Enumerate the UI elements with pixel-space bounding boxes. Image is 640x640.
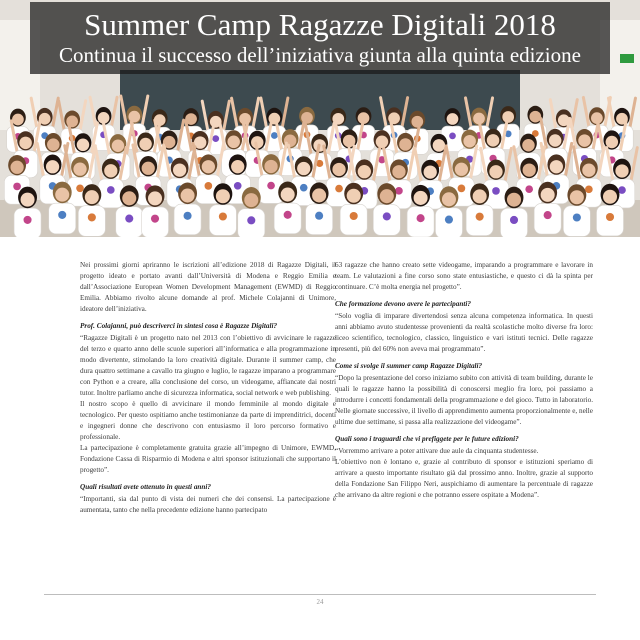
face — [447, 113, 459, 125]
interview-question: Quali risultati avete ottenuto in questi anni? — [80, 483, 211, 491]
shirt-logo — [24, 216, 32, 224]
article-paragraph: La partecipazione è completamente gratuita grazie all’impegno di Unimore, EWMD, Fondazione Cassa di Risparmio di Modena e altri sponsor istituzionali che supportano il progetto”. — [80, 444, 336, 474]
shirt-logo — [219, 212, 227, 220]
face — [603, 190, 617, 204]
article-column-left — [80, 260, 336, 521]
face — [570, 190, 584, 204]
face — [227, 136, 239, 148]
face — [541, 188, 555, 202]
face — [181, 189, 195, 203]
face — [507, 193, 521, 207]
shirt-logo — [525, 185, 533, 193]
shirt-logo — [13, 183, 21, 191]
shirt-logo — [315, 212, 323, 220]
shirt-logo — [383, 212, 391, 220]
footer-divider — [44, 594, 596, 595]
shirt-logo — [184, 212, 192, 220]
shirt-logo — [476, 213, 484, 221]
shirt-logo — [58, 211, 66, 219]
interview-question: Quali sono i traguardi che vi prefiggete per le future edizioni? — [335, 435, 519, 443]
face — [487, 134, 499, 146]
face — [414, 191, 428, 205]
interview-question: Che formazione devono avere le partecipanti? — [335, 300, 471, 308]
shirt-logo — [271, 132, 278, 139]
face — [442, 192, 456, 206]
shirt-logo — [212, 135, 219, 142]
face — [578, 134, 590, 146]
face — [216, 189, 230, 203]
face — [148, 191, 162, 205]
face — [549, 134, 561, 146]
shirt-logo — [88, 213, 96, 221]
face — [244, 193, 258, 207]
face — [47, 138, 59, 150]
article-paragraph: Nei prossimi giorni apriranno le iscrizioni all’edizione 2018 di Ragazze Digitali, il progetto ideato e portato avanti dall’Università di Modena e Reggio Emilia e dall’Associazione European Women Development Management (EWMD) di Reggio Emilia. Abbiamo rivolto alcune domande al prof. Michele Colajanni di Unimore, ideatore dell’iniziativa. — [80, 261, 336, 313]
face — [424, 165, 437, 178]
shirt-logo — [585, 185, 593, 193]
article-paragraph: “Dopo la presentazione del corso iniziamo subito con attività di team building, durante le quali le ragazze hanno la possibilità di conoscersi meglio fra loro, poi passiamo a introdurre i concetti fondamentali della programmazione e del gioco. Tutto in laboratorio. Nelle giornate successive, il livello di apprendimento aumenta proporzionalmente e, nelle ultime due settimane, si passa alla realizzazione del videogame”. — [335, 374, 593, 426]
shirt-logo — [573, 213, 581, 221]
shirt-logo — [335, 185, 343, 193]
face — [142, 162, 155, 175]
face — [112, 140, 124, 152]
face — [10, 161, 23, 174]
face — [615, 164, 628, 177]
shirt-logo — [300, 184, 308, 192]
face — [347, 189, 361, 203]
face — [399, 138, 411, 150]
shirt-logo — [247, 216, 255, 224]
face — [523, 163, 536, 176]
article-paragraph: Il nostro scopo è quello di avvicinare il mondo femminile al mondo digitale e tecnologico. Per questo ospitiamo anche testimonianze da parte di imprenditrici, docenti e ingegneri donne che descrivono con entusiasmo il loro percorso formativo e professionale. — [80, 400, 336, 441]
face — [104, 164, 117, 177]
page-subtitle: Continua il successo dell’iniziativa giunta alla quinta edizione — [59, 43, 581, 67]
face — [358, 165, 371, 178]
shirt-logo — [458, 185, 466, 193]
shirt-logo — [76, 184, 84, 192]
face — [46, 160, 59, 173]
face — [411, 116, 423, 128]
face — [139, 138, 151, 150]
face — [173, 163, 186, 176]
face — [202, 160, 215, 173]
face — [433, 139, 445, 151]
shirt-logo — [234, 182, 242, 190]
shirt-logo — [510, 216, 518, 224]
face — [550, 160, 563, 173]
shirt-logo — [350, 212, 358, 220]
face — [73, 163, 86, 176]
shirt-logo — [125, 215, 133, 223]
shirt-logo — [284, 211, 292, 219]
face — [376, 136, 388, 148]
face — [128, 111, 140, 123]
face — [122, 191, 136, 205]
interview-question: Come si svolge il summer camp Ragazze Digitali? — [335, 362, 483, 370]
article-paragraph: “Vorremmo arrivare a poter attivare due aule da cinquanta studentesse. — [335, 447, 539, 455]
face — [12, 114, 24, 126]
shirt-logo — [205, 182, 213, 190]
face — [582, 164, 595, 177]
hero-photo — [0, 0, 640, 237]
article-paragraph: “Importanti, sia dal punto di vista dei numeri che dei consensi. La partecipazione è aumentata, tanto che nella precedente edizione hanno partecipato — [80, 495, 336, 514]
article-paragraph: “Ragazze Digitali è un progetto nato nel 2013 con l’obiettivo di avvicinare le ragazze del terzo e quarto anno delle scuole superiori all’informatica e alla programmazione in modo divertente, stimolando la loro creatività digitale. Durante il summer camp, che dura quattro settimane a cavallo tra giugno e luglio, le ragazze imparano a programmare con Python e a creare, alla conclusione del corso, un videogame, affiancate dai nostri tutor. Inoltre parliamo anche di sicurezza informatica, social network e web publishing. — [80, 334, 336, 397]
face — [455, 163, 468, 176]
page-number: 24 — [316, 598, 324, 606]
face — [77, 139, 89, 151]
face — [392, 165, 405, 178]
shirt-logo — [445, 216, 453, 224]
page-title: Summer Camp Ragazze Digitali 2018 — [84, 7, 556, 42]
face — [231, 160, 244, 173]
shirt-logo — [492, 187, 500, 195]
face — [529, 111, 541, 123]
face — [21, 193, 35, 207]
shirt-logo — [417, 214, 425, 222]
face — [463, 135, 475, 147]
shirt-logo — [395, 187, 403, 195]
face — [380, 189, 394, 203]
face — [297, 162, 310, 175]
exit-sign — [620, 54, 634, 63]
face — [98, 112, 110, 124]
interview-question: Prof. Colajanni, può descriverci in sintesi cosa è Ragazze Digitali? — [80, 322, 278, 330]
blackboard — [120, 70, 520, 130]
face — [281, 188, 295, 202]
shirt-logo — [544, 211, 552, 219]
face — [332, 163, 345, 176]
article-paragraph: 63 ragazze che hanno creato sette videogame, imparando a programmare e lavorare in team. Le valutazioni a fine corso sono state entusiastiche, e questo ci dà la spinta per continuare. C’è molta energia nel progetto”. — [335, 261, 593, 291]
shirt-logo — [151, 215, 159, 223]
face — [264, 160, 277, 173]
shirt-logo — [606, 213, 614, 221]
article-column-right — [335, 260, 593, 506]
shirt-logo — [449, 132, 456, 139]
face — [473, 189, 487, 203]
shirt-logo — [267, 182, 275, 190]
face — [85, 190, 99, 204]
face — [489, 165, 502, 178]
face — [19, 137, 31, 149]
face — [522, 139, 534, 151]
face — [312, 188, 326, 202]
article-paragraph: “Solo voglia di imparare divertendosi senza alcuna competenza informatica. In questi anni abbiamo avuto studentesse provenienti da realtà scolastiche molto diverse fra loro: liceo scientifico, tecnologico, classico, linguistico e vari istituti tecnici. Delle ragazze presenti, più del 60% non aveva mai programmato”. — [335, 312, 593, 353]
face — [55, 188, 69, 202]
shirt-logo — [107, 186, 115, 194]
article-paragraph: L’obiettivo non è lontano e, grazie al contributo di sponsor e istituzioni speriamo di arrivare a questo importante risultato già dal prossimo anno. Inoltre, grazie al supporto della Fondazione San Filippo Neri, auspichiamo di aumentare la percentuale di ragazze che arrivano da altre regioni e che potranno essere ospitate a Modena”. — [335, 458, 593, 499]
